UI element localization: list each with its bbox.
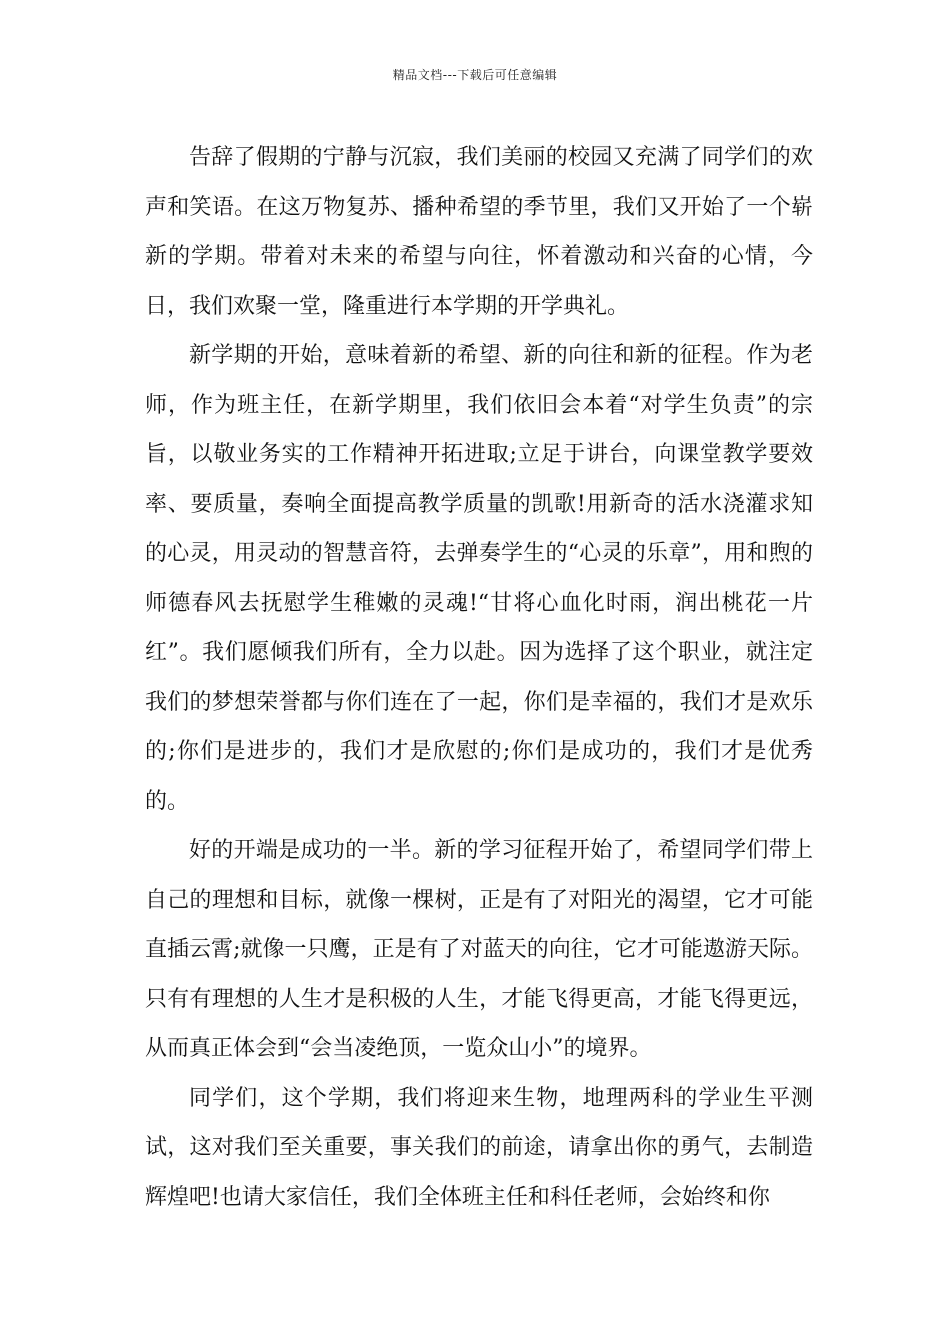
paragraph-3: 好的开端是成功的一半。新的学习征程开始了，希望同学们带上自己的理想和目标，就像一棵树，正是有了对阳光的渴望，它才可能直插云霄;就像一只鹰，正是有了对蓝天的向往，它才可能遨游天际。只有有理想的人生才是积极的人生，才能飞得更高，才能飞得更远，从而真正体会到“会当凌绝顶，一览众山小”的境界。 [145, 838, 813, 1061]
document-body [145, 133, 813, 1222]
page-header: 精品文档---下载后可任意编辑 [392, 68, 558, 82]
paragraph-1: 告辞了假期的宁静与沉寂，我们美丽的校园又充满了同学们的欢声和笑语。在这万物复苏、播种希望的季节里，我们又开始了一个崭新的学期。带着对未来的希望与向往，怀着激动和兴奋的心情，今日，我们欢聚一堂，隆重进行本学期的开学典礼。 [145, 145, 813, 319]
paragraph-4: 同学们，这个学期，我们将迎来生物，地理两科的学业生平测试，这对我们至关重要，事关我们的前途，请拿出你的勇气，去制造辉煌吧!也请大家信任，我们全体班主任和科任老师，会始终和你 [145, 1085, 813, 1210]
paragraph-2: 新学期的开始，意味着新的希望、新的向往和新的征程。作为老师，作为班主任，在新学期里，我们依旧会本着“对学生负责”的宗旨，以敬业务实的工作精神开拓进取;立足于讲台，向课堂教学要效率、要质量，奏响全面提高教学质量的凯歌!用新奇的活水浇灌求知的心灵，用灵动的智慧音符，去弹奏学生的“心灵的乐章”，用和煦的师德春风去抚慰学生稚嫩的灵魂!“甘将心血化时雨，润出桃花一片红”。我们愿倾我们所有，全力以赴。因为选择了这个职业，就注定我们的梦想荣誉都与你们连在了一起，你们是幸福的，我们才是欢乐的;你们是进步的，我们才是欣慰的;你们是成功的，我们才是优秀的。 [145, 343, 813, 814]
